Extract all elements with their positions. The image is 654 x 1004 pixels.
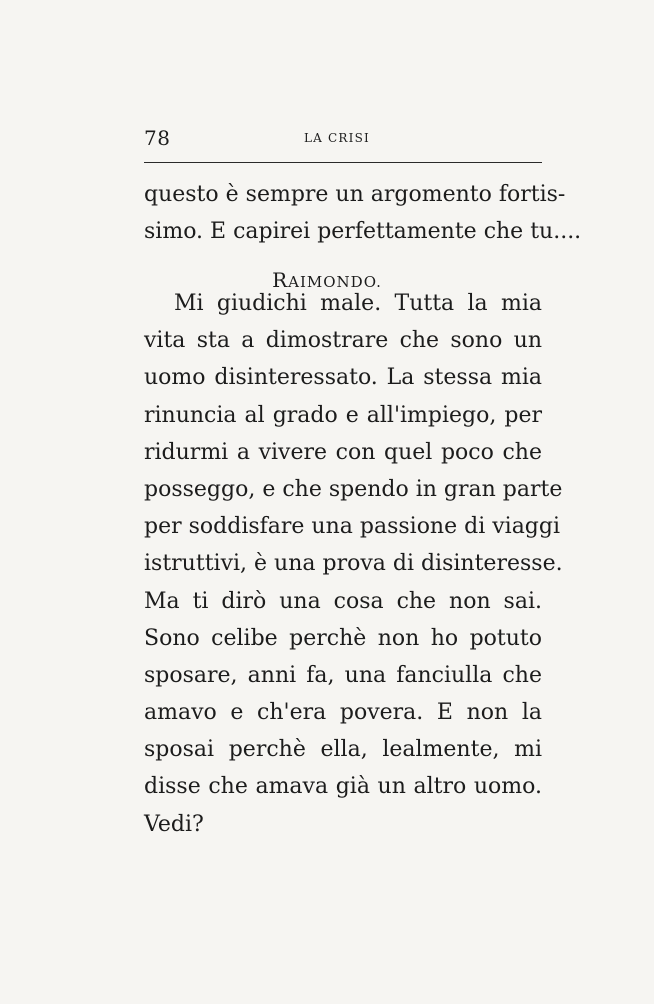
- text-line: uomo disinteressato. La stessa mia: [144, 365, 542, 391]
- text-line: disse che amava già un altro uomo.: [144, 774, 542, 800]
- text-line: amavo e ch'era povera. E non la: [144, 700, 542, 726]
- text-line: istruttivi, è una prova di disinteresse.: [144, 551, 563, 577]
- speaker-rest: AIMONDO.: [288, 273, 382, 291]
- text-line: sposare, anni fa, una fanciulla che: [144, 662, 542, 688]
- text-line: rinuncia al grado e all'impiego, per: [144, 402, 542, 428]
- text-line: simo. E capirei perfettamente che tu....: [144, 219, 582, 244]
- page-header: [144, 118, 542, 162]
- text-line: vita sta a dimostrare che sono un: [144, 328, 542, 354]
- speaker-initial: R: [272, 268, 289, 292]
- text-line: questo è sempre un argomento fortis-: [144, 182, 566, 207]
- text-line: Sono celibe perchè non ho potuto: [144, 625, 542, 651]
- text-line: Mi giudichi male. Tutta la mia: [174, 291, 542, 316]
- text-line: per soddisfare una passione di viaggi: [144, 514, 561, 540]
- header-rule: [144, 162, 542, 163]
- text-line: posseggo, e che spendo in gran parte: [144, 476, 563, 502]
- text-line: Vedi?: [144, 811, 204, 837]
- running-title: LA CRISI: [304, 131, 370, 145]
- text-line: Ma ti dirò una cosa che non sai.: [144, 588, 542, 614]
- speech-text: [144, 285, 563, 843]
- text-line: ridurmi a vivere con quel poco che: [144, 439, 542, 465]
- passage-text: [144, 176, 582, 250]
- text-line: sposai perchè ella, lealmente, mi: [144, 737, 542, 763]
- page-number: 78: [144, 126, 171, 150]
